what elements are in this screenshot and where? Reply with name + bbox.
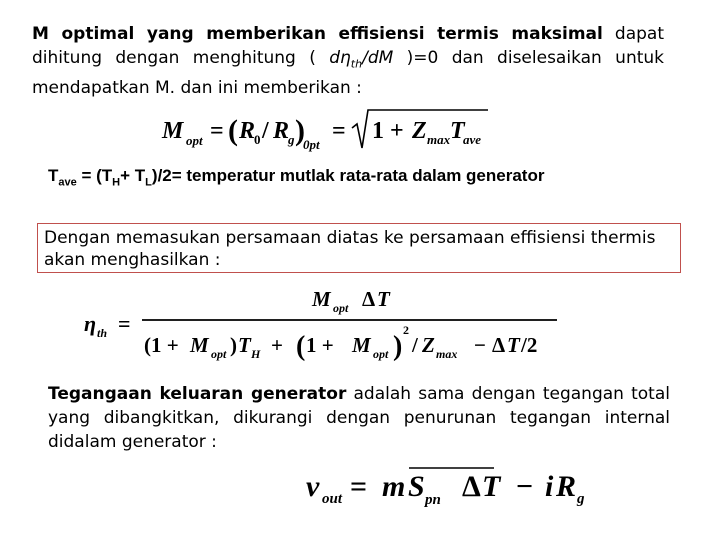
svg-text:th: th bbox=[97, 326, 108, 340]
svg-text:=: = bbox=[118, 311, 131, 336]
svg-text:T: T bbox=[377, 287, 390, 311]
svg-text:T: T bbox=[507, 333, 520, 357]
svg-text:pn: pn bbox=[425, 492, 441, 508]
svg-text:1 +: 1 + bbox=[306, 333, 334, 357]
svg-text:T: T bbox=[238, 333, 251, 357]
svg-text:out: out bbox=[322, 491, 343, 507]
svg-text:R: R bbox=[273, 118, 290, 144]
svg-text:(: ( bbox=[228, 114, 238, 147]
svg-text:=: = bbox=[350, 470, 368, 503]
svg-text:m: m bbox=[382, 470, 406, 503]
svg-text:M: M bbox=[190, 333, 209, 357]
intro-text-b: )=0 dan diselesaikan untuk mendapatkan M. dan ini memberikan : bbox=[32, 48, 665, 99]
svg-text:Z: Z bbox=[412, 118, 427, 144]
output-voltage-text: adalah sama dengan tegangan total yang dibangkitkan, dikurangi dengan penurunan tegangan internal didalam generator : bbox=[48, 384, 670, 452]
svg-text:max: max bbox=[427, 132, 451, 147]
intro-derivative: $d\eta_{th}/dM$ bbox=[329, 48, 394, 71]
svg-text:/: / bbox=[412, 333, 418, 357]
svg-text:): ) bbox=[230, 333, 237, 357]
svg-text:T: T bbox=[450, 118, 465, 144]
svg-text:opt: opt bbox=[211, 347, 227, 361]
svg-text:0pt: 0pt bbox=[303, 137, 320, 152]
svg-text:v: v bbox=[306, 470, 320, 503]
svg-text:=: = bbox=[332, 118, 346, 144]
svg-text:1 +: 1 + bbox=[372, 118, 404, 144]
svg-text:0: 0 bbox=[254, 132, 261, 147]
svg-text:2: 2 bbox=[403, 323, 409, 337]
svg-text:Δ: Δ bbox=[492, 333, 506, 357]
output-voltage-bold-lead: Tegangaan keluaran generator bbox=[48, 384, 347, 404]
svg-text:ave: ave bbox=[463, 132, 482, 147]
svg-text:i: i bbox=[545, 470, 554, 503]
svg-text:M: M bbox=[352, 333, 371, 357]
boxed-note: Dengan memasukan persamaan diatas ke persamaan effisiensi thermis akan menghasilkan : bbox=[37, 223, 681, 273]
svg-text:=: = bbox=[210, 118, 224, 144]
svg-text:−: − bbox=[516, 470, 534, 503]
svg-text:(1 +: (1 + bbox=[144, 333, 179, 357]
svg-text:−: − bbox=[474, 333, 486, 357]
svg-text:/: / bbox=[262, 118, 269, 144]
svg-text:R: R bbox=[556, 470, 577, 503]
svg-text:Δ: Δ bbox=[462, 470, 481, 503]
svg-text:+: + bbox=[271, 333, 283, 357]
svg-text:opt: opt bbox=[186, 133, 203, 148]
svg-text:g: g bbox=[288, 132, 295, 147]
svg-text:): ) bbox=[295, 114, 305, 147]
svg-text:/2: /2 bbox=[521, 333, 538, 357]
intro-bold-lead: M optimal yang memberikan effisiensi termis maksimal bbox=[32, 24, 603, 44]
svg-text:M: M bbox=[312, 287, 331, 311]
svg-text:S: S bbox=[408, 470, 425, 503]
svg-text:R: R bbox=[239, 118, 256, 144]
intro-text-a: dapat dihitung dengan menghitung ( bbox=[32, 24, 664, 68]
svg-text:opt: opt bbox=[333, 301, 349, 315]
svg-text:Δ: Δ bbox=[362, 287, 376, 311]
svg-text:opt: opt bbox=[373, 347, 389, 361]
svg-text:H: H bbox=[251, 347, 261, 361]
svg-text:): ) bbox=[393, 331, 403, 362]
svg-text:g: g bbox=[577, 491, 585, 507]
svg-text:(: ( bbox=[296, 331, 306, 362]
svg-text:T: T bbox=[482, 470, 501, 503]
svg-text:max: max bbox=[436, 347, 458, 361]
tave-definition: $T_{ave} = (T_H+ T_L)/2=$ temperatur mutlak rata-rata dalam generator bbox=[48, 166, 545, 189]
svg-text:M: M bbox=[162, 118, 184, 144]
svg-text:Z: Z bbox=[422, 333, 435, 357]
svg-text:η: η bbox=[84, 311, 97, 336]
